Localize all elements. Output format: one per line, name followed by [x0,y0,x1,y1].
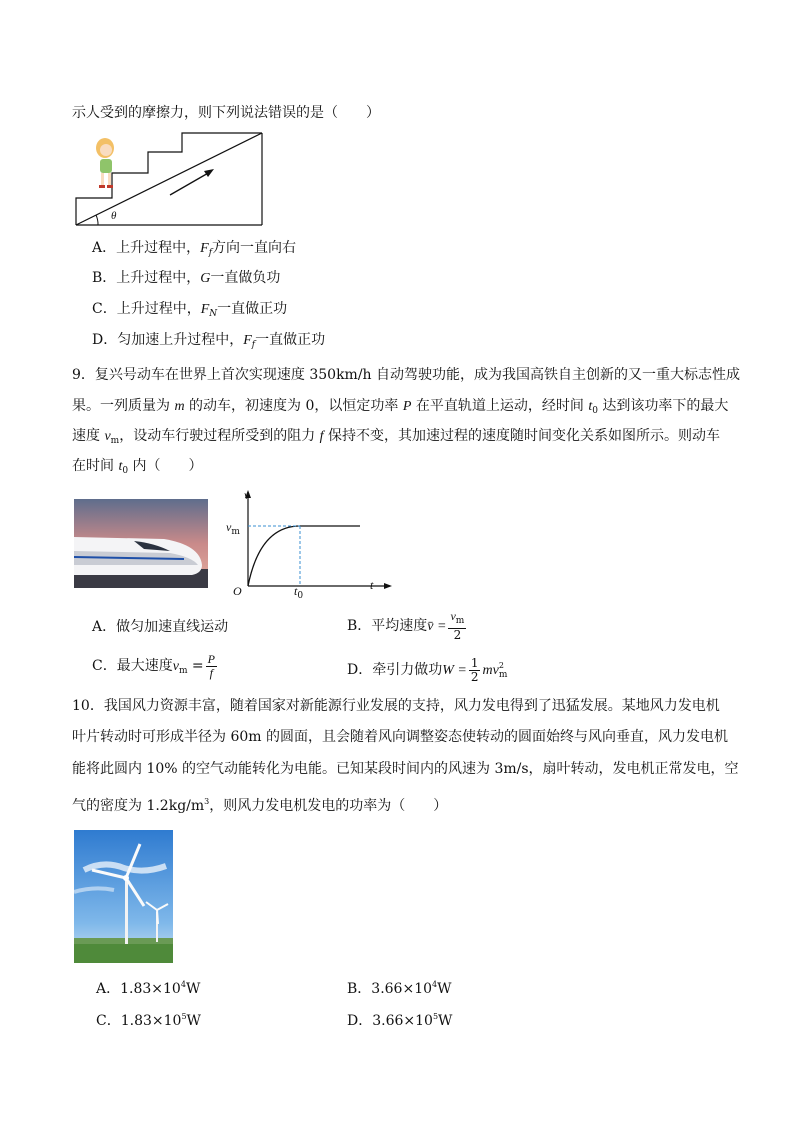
q10-option-b: B．$3.66\times 10^4W$ [347,980,452,997]
q10-option-a: A．$1.83\times 10^4W$ [96,980,201,997]
graph-origin-label: O [233,584,242,598]
q9-option-c: C．最大速度$v_m$ = $\frac{P}{f}$ [92,651,216,680]
q10-line-3: 能将此圆内 10% 的空气动能转化为电能。已知某段时间内的风速为 3m/s，扇叶转动，发电机正常发电，空 [72,761,739,777]
q9-option-d: D．牵引力做功W = $\frac{1}{2}$ $mv^2_m$ [347,655,508,684]
q8-stem-tail: 示人受到的摩擦力，则下列说法错误的是（ ） [72,105,380,121]
graph-vm-label: $v_m$ [226,520,240,537]
staircase-figure [70,128,270,228]
q10-option-c: C．$1.83\times 10^5W$ [96,1012,201,1029]
graph-t0-label: $t_0$ [294,584,304,601]
q9-line-3: 速度 $v_m$，设动车行驶过程所受到的阻力 f 保持不变，其加速过程的速度随时间变化关系如图所示。则动车 [72,428,721,446]
q8-option-c: C．上升过程中，$F_N$一直做正功 [92,301,288,319]
q9-line-1: 9．复兴号动车在世界上首次实现速度 350km/h 自动驾驶功能，成为我国高铁自主创新的又一重大标志性成 [72,367,741,383]
q9-line-4: 在时间 $t_0$ 内（ ） [72,458,203,476]
q10-line-2: 叶片转动时可形成半径为 60m 的圆面，且会随着风向调整姿态使转动的圆面始终与风向垂直，风力发电机 [72,729,728,745]
graph-y-axis-label: v [244,488,250,502]
q10-option-d: D．$3.66\times 10^5W$ [347,1012,453,1029]
q8-option-d: D．匀加速上升过程中，$F_f$一直做正功 [92,332,326,350]
wind-turbine-photo [74,830,173,963]
q8-option-a: A．上升过程中，$F_f$方向一直向右 [92,240,297,258]
q9-option-a: A．做匀加速直线运动 [92,619,229,635]
angle-label: θ [111,210,117,222]
q9-line-2: 果。一列质量为 m 的动车，初速度为 0，以恒定功率 P 在平直轨道上运动，经时间 $t_0$ 达到该功率下的最大 [72,398,729,416]
graph-x-axis-label: t [370,578,374,592]
q10-line-1: 10．我国风力资源丰富，随着国家对新能源行业发展的支持，风力发电得到了迅猛发展。某地风力发电机 [72,698,720,714]
train-photo [74,499,208,588]
q8-option-b: B．上升过程中，G一直做负功 [92,270,281,286]
q10-line-4: 气的密度为 $1.2kg/m^3$，则风力发电机发电的功率为（ ） [72,797,448,814]
q9-option-b: B．平均速度v̄ = $\frac{v_m}{2}$ [347,609,465,642]
girl-icon [96,138,114,188]
